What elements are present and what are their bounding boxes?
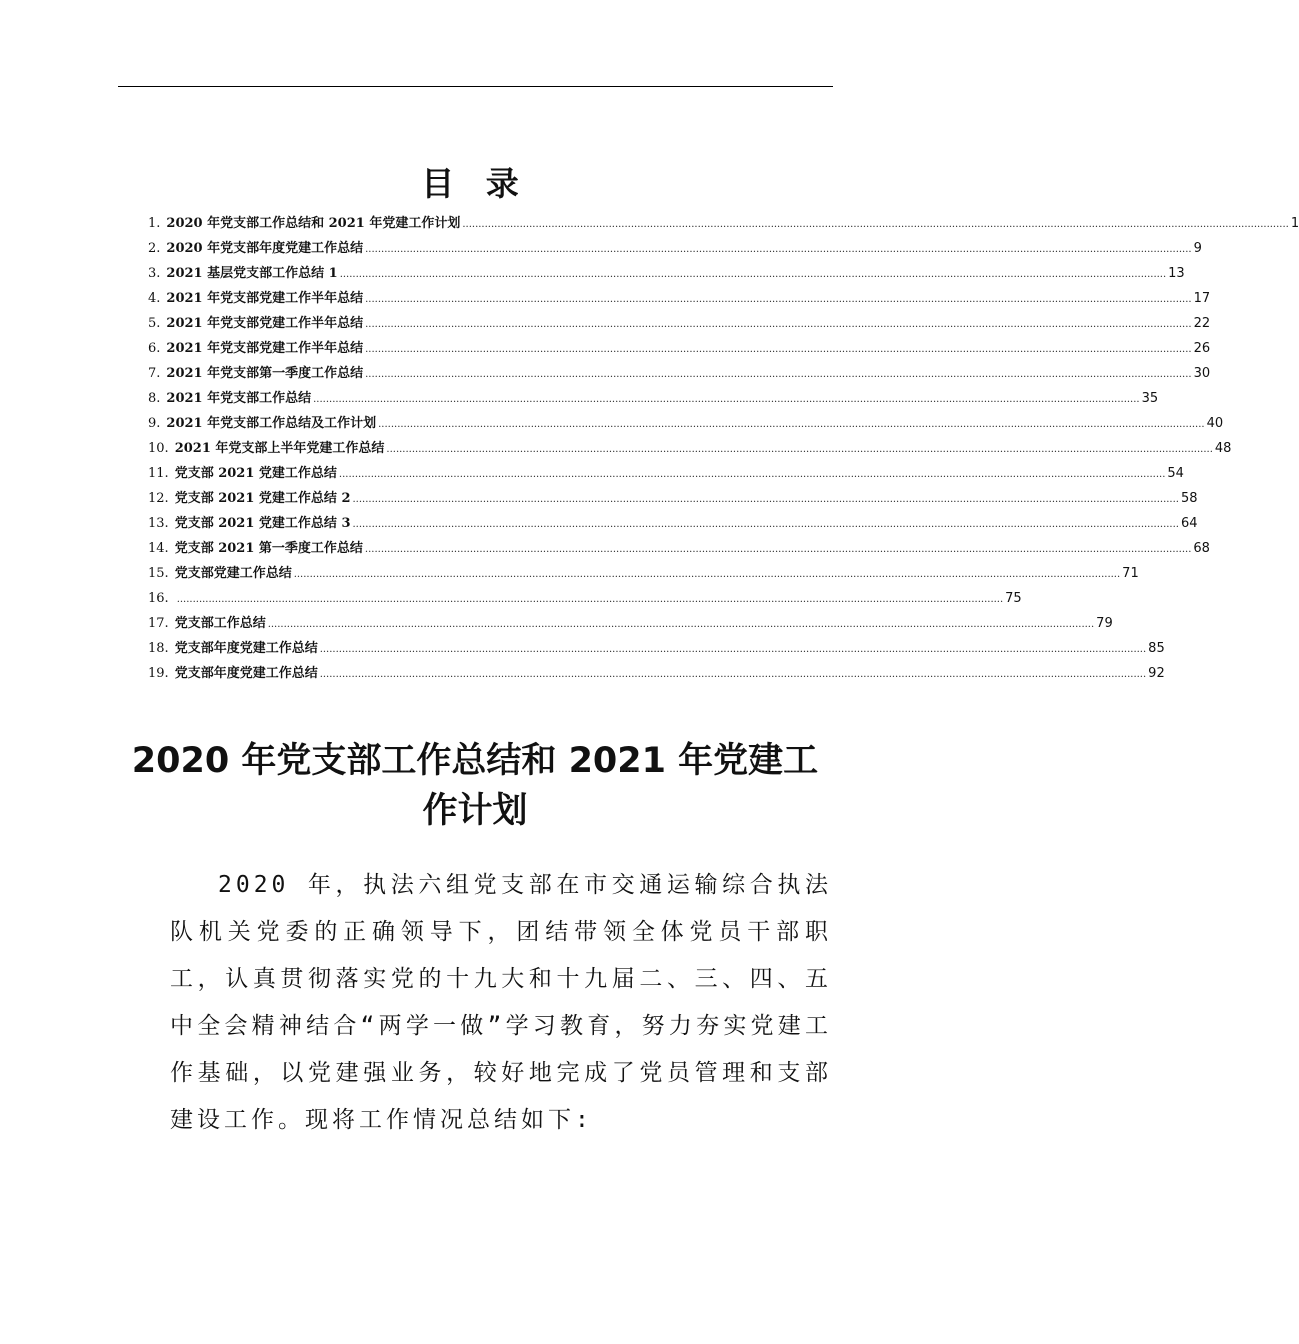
toc-entry[interactable] [148, 661, 1165, 686]
toc-leader-dots: .................................................................................................................................................................................................................................................................... [365, 244, 1192, 255]
body-paragraph: 2020 年，执法六组党支部在市交通运输综合执法队机关党委的正确领导下，团结带领全体党员干部职工，认真贯彻落实党的十九大和十九届二、三、四、五中全会精神结合“两学一做”学习教育，努力夯实党建工作基础，以党建强业务，较好地完成了党员管理和支部建设工作。现将工作情况总结如下: [170, 872, 832, 1133]
toc-entry-title: 2020 年党支部年度党建工作总结 [166, 241, 364, 256]
toc-entry-title: 2021 年党支部工作总结及工作计划 [166, 416, 377, 431]
toc-entry-number: 9. [148, 416, 161, 431]
toc-entry-page: 13 [1168, 266, 1185, 281]
toc-leader-dots: .................................................................................................................................................................................................................................................................... [364, 544, 1192, 555]
toc-entry[interactable] [148, 611, 1113, 636]
toc-entry[interactable] [148, 261, 1185, 286]
header-rule [118, 86, 833, 87]
toc-entry-number: 14. [148, 541, 169, 556]
toc-entry[interactable] [148, 411, 1224, 436]
toc-entry-number: 7. [148, 366, 161, 381]
toc-entry-title: 党支部年度党建工作总结 [174, 666, 318, 681]
toc-entry-number: 10. [148, 441, 169, 456]
toc-entry-page: 9 [1193, 241, 1202, 256]
toc-entry[interactable] [148, 286, 1211, 311]
toc-leader-dots: .................................................................................................................................................................................................................................................................... [352, 494, 1179, 505]
toc-entry-title: 党支部 2021 第一季度工作总结 [174, 541, 363, 556]
toc-entry-page: 58 [1180, 491, 1198, 506]
toc-entry[interactable] [148, 561, 1139, 586]
toc-entry-number: 2. [148, 241, 161, 256]
toc-entry-number: 5. [148, 316, 161, 331]
toc-leader-dots: .................................................................................................................................................................................................................................................................... [365, 369, 1192, 380]
toc-leader-dots: .................................................................................................................................................................................................................................................................... [293, 569, 1121, 580]
document-heading: 2020 年党支部工作总结和 2021 年党建工作计划 [131, 741, 819, 831]
toc-entry-title: 党支部 2021 党建工作总结 2 [174, 491, 351, 506]
toc-entry[interactable] [148, 236, 1202, 261]
toc-entry-title: 2021 年党支部第一季度工作总结 [166, 366, 364, 381]
toc-entry-number: 6. [148, 341, 161, 356]
toc-entry-page: 22 [1193, 316, 1211, 331]
toc-leader-dots: .................................................................................................................................................................................................................................................................... [462, 219, 1289, 230]
toc-entry-number: 16. [148, 591, 169, 606]
toc-leader-dots: .................................................................................................................................................................................................................................................................... [365, 294, 1192, 305]
toc-entry-page: 40 [1206, 416, 1224, 431]
toc-leader-dots: .................................................................................................................................................................................................................................................................... [267, 619, 1095, 630]
toc-entry-number: 17. [148, 616, 169, 631]
toc-entry-number: 4. [148, 291, 161, 306]
toc-entry-title: 2021 年党支部党建工作半年总结 [166, 341, 364, 356]
toc-entry-title: 2020 年党支部工作总结和 2021 年党建工作计划 [166, 216, 461, 231]
toc-leader-dots: .................................................................................................................................................................................................................................................................... [319, 669, 1147, 680]
toc-entry[interactable] [148, 211, 1299, 236]
toc-leader-dots: .................................................................................................................................................................................................................................................................... [378, 419, 1205, 430]
toc-entry-page: 68 [1193, 541, 1210, 556]
toc-leader-dots: .................................................................................................................................................................................................................................................................... [365, 344, 1192, 355]
toc-leader-dots: .................................................................................................................................................................................................................................................................... [386, 444, 1213, 455]
toc-entry-page: 92 [1148, 666, 1165, 681]
toc-leader-dots: .................................................................................................................................................................................................................................................................... [313, 394, 1140, 405]
toc-leader-dots: .................................................................................................................................................................................................................................................................... [338, 469, 1166, 480]
toc-entry-title: 2021 年党支部党建工作半年总结 [166, 291, 364, 306]
toc-entry-number: 1. [148, 216, 161, 231]
toc-entry-page: 48 [1214, 441, 1232, 456]
toc-entry-title: 2021 年党支部党建工作半年总结 [166, 316, 364, 331]
toc-entry[interactable] [148, 486, 1198, 511]
toc-entry[interactable] [148, 461, 1184, 486]
toc-entry-page: 26 [1193, 341, 1211, 356]
toc-entry-page: 85 [1148, 641, 1165, 656]
toc-entry-title: 党支部 2021 党建工作总结 3 [174, 516, 351, 531]
toc-entry-title: 党支部工作总结 [174, 616, 266, 631]
toc-entry-page: 71 [1122, 566, 1139, 581]
toc-entry[interactable] [148, 311, 1211, 336]
toc-entry-number: 11. [148, 466, 169, 481]
toc-entry-number: 8. [148, 391, 161, 406]
toc-entry-page: 75 [1005, 591, 1022, 606]
toc-entry-page: 30 [1193, 366, 1211, 381]
toc-entry-title: 2021 年党支部上半年党建工作总结 [174, 441, 385, 456]
toc-entry[interactable] [148, 386, 1159, 411]
toc-entry-title: 党支部年度党建工作总结 [174, 641, 318, 656]
toc-entry-page: 1 [1290, 216, 1299, 231]
toc-leader-dots: .................................................................................................................................................................................................................................................................... [176, 594, 1004, 605]
toc-entry-title: 党支部党建工作总结 [174, 566, 292, 581]
toc-entry-number: 19. [148, 666, 169, 681]
toc-entry[interactable] [148, 336, 1211, 361]
toc-entry-number: 13. [148, 516, 169, 531]
toc-leader-dots: .................................................................................................................................................................................................................................................................... [339, 269, 1167, 280]
toc-entry-page: 79 [1096, 616, 1113, 631]
table-of-contents [148, 211, 1299, 686]
toc-entry[interactable] [148, 536, 1210, 561]
toc-entry-page: 35 [1141, 391, 1159, 406]
toc-entry[interactable] [148, 361, 1211, 386]
toc-entry-title: 党支部 2021 党建工作总结 [174, 466, 337, 481]
toc-entry-number: 3. [148, 266, 161, 281]
toc-entry-title: 2021 年党支部工作总结 [166, 391, 312, 406]
toc-leader-dots: .................................................................................................................................................................................................................................................................... [352, 519, 1179, 530]
toc-entry[interactable] [148, 511, 1198, 536]
toc-leader-dots: .................................................................................................................................................................................................................................................................... [365, 319, 1192, 330]
toc-entry-number: 18. [148, 641, 169, 656]
toc-title: 目 录 [421, 164, 529, 203]
toc-entry-page: 64 [1180, 516, 1198, 531]
toc-entry[interactable] [148, 636, 1165, 661]
toc-leader-dots: .................................................................................................................................................................................................................................................................... [319, 644, 1147, 655]
toc-entry-title: 2021 基层党支部工作总结 1 [166, 266, 338, 281]
toc-entry-number: 15. [148, 566, 169, 581]
toc-entry[interactable] [148, 586, 1022, 611]
toc-entry-page: 17 [1193, 291, 1211, 306]
toc-entry[interactable] [148, 436, 1232, 461]
toc-entry-number: 12. [148, 491, 169, 506]
toc-entry-page: 54 [1167, 466, 1184, 481]
